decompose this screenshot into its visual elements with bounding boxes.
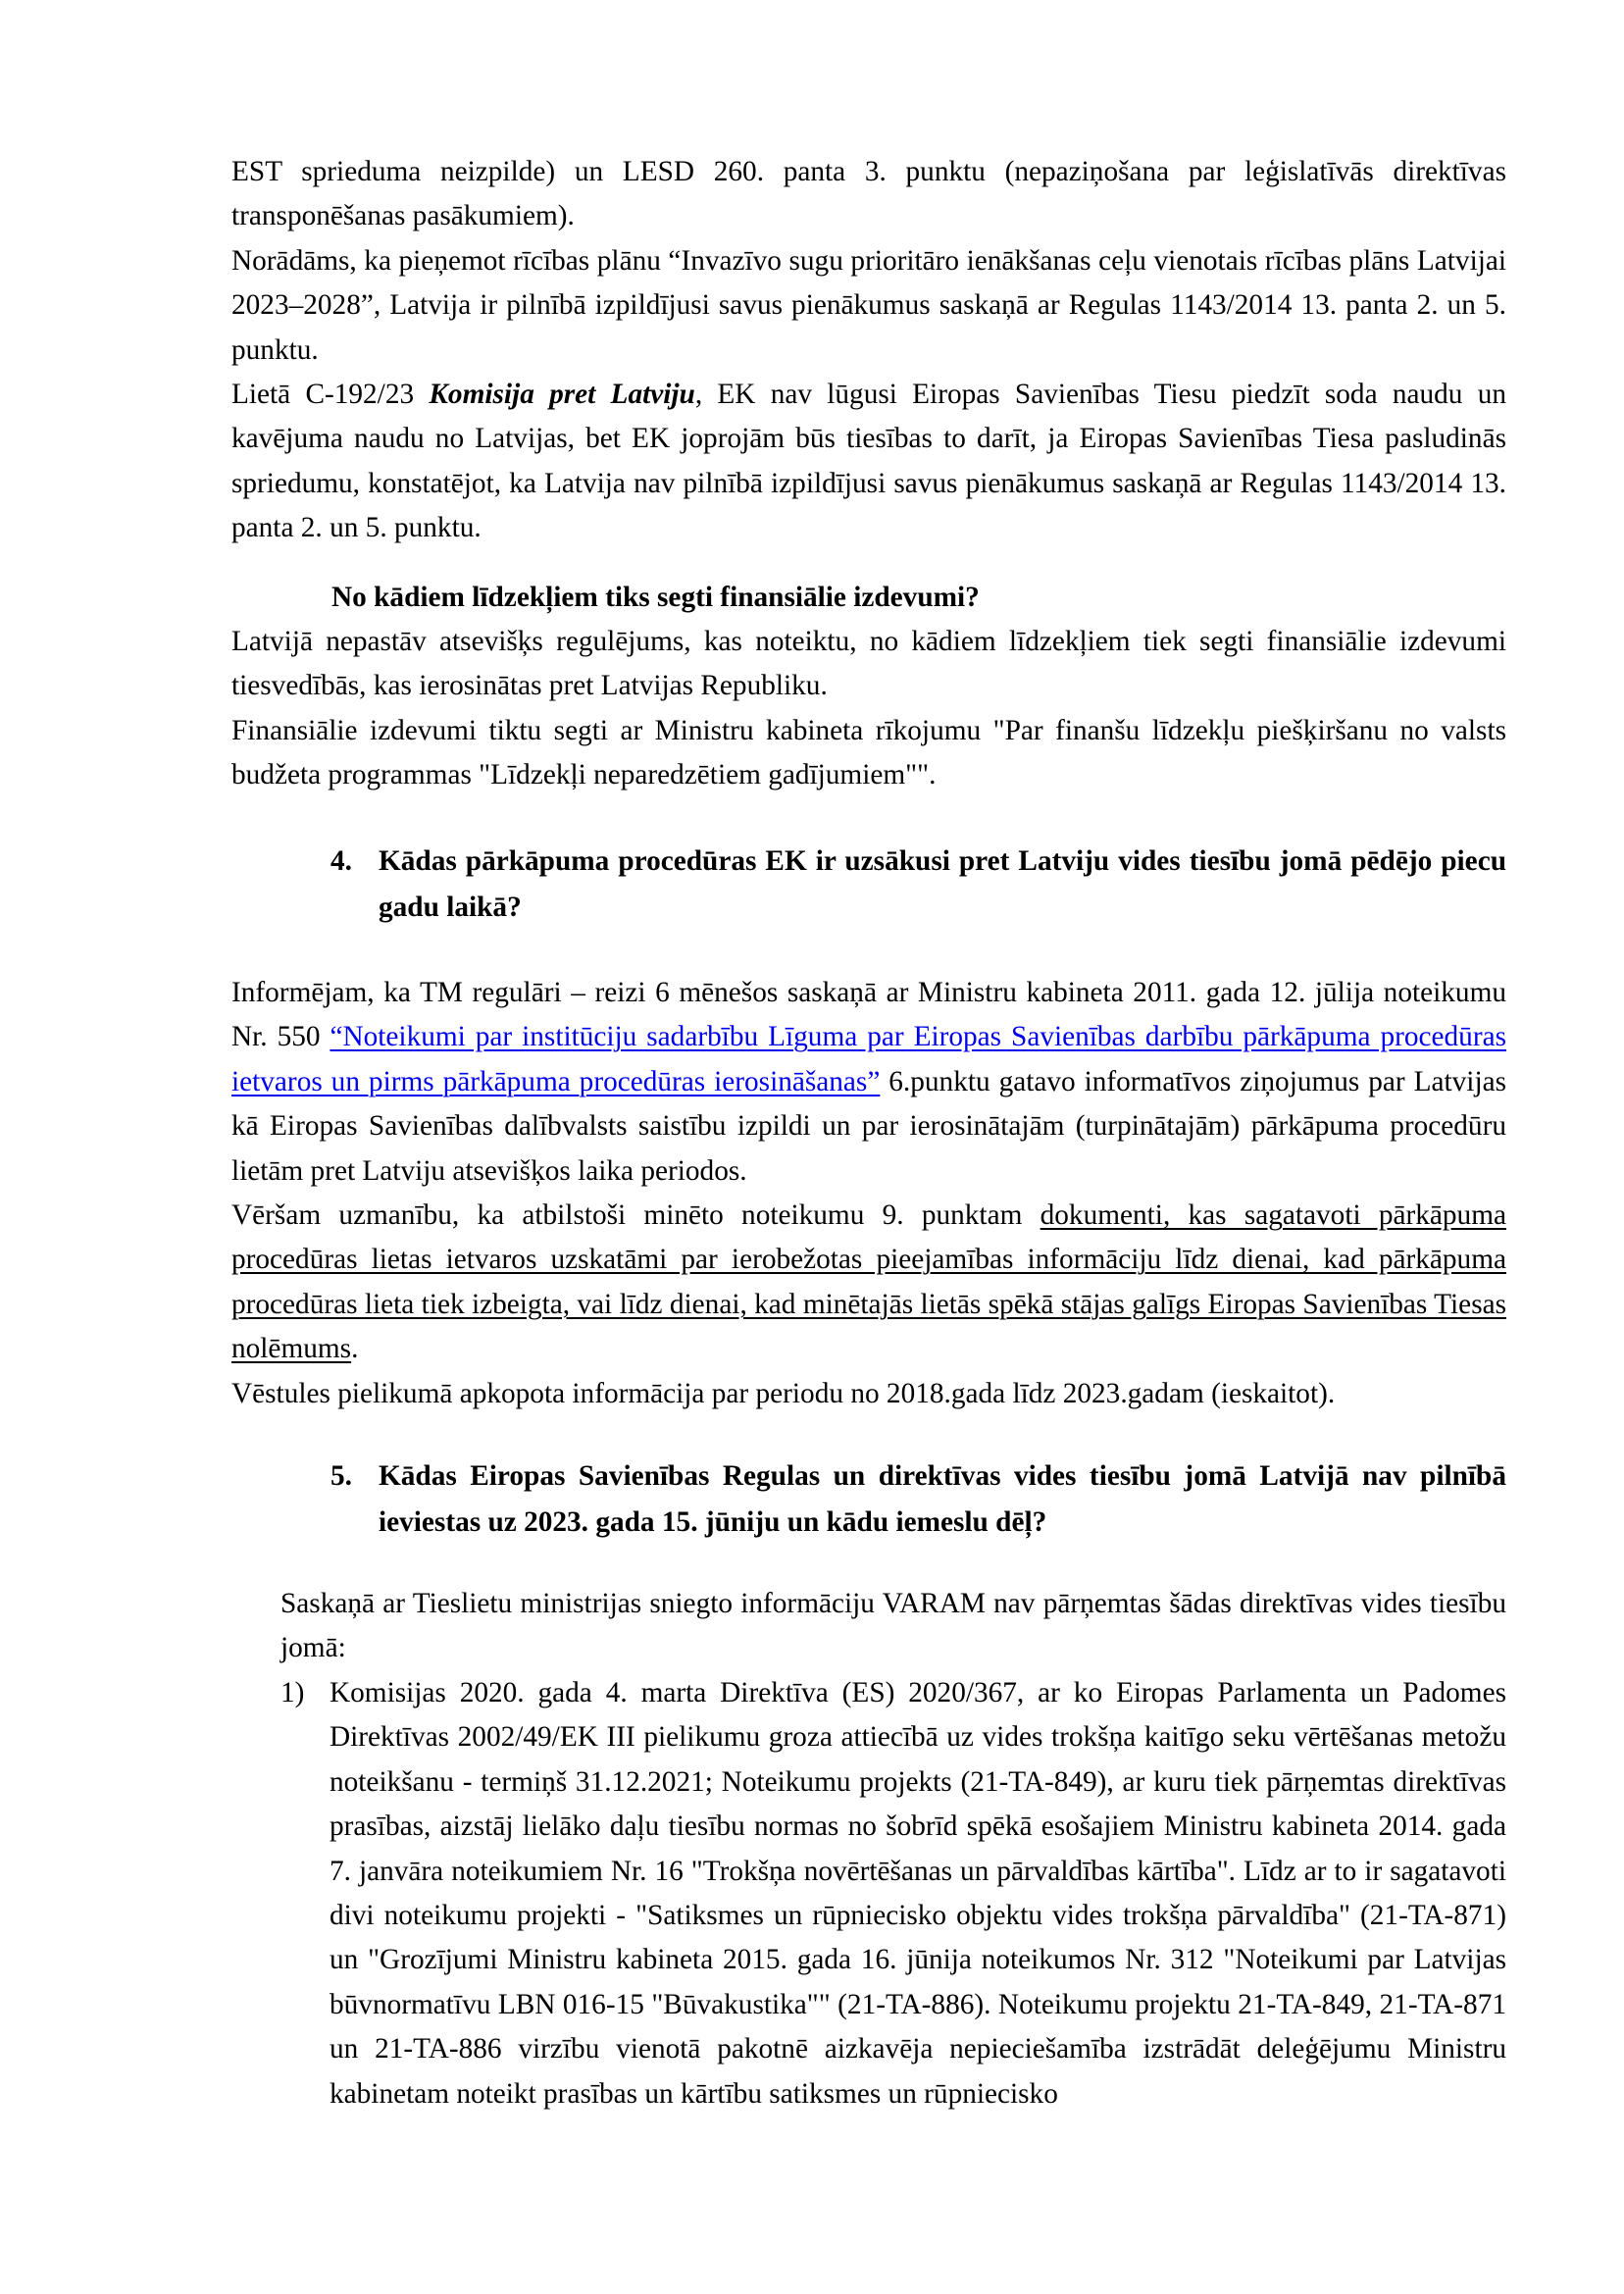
lieta-suffix: , EK nav lūgusi Eiropas Savienības Tiesu piedzīt soda naudu un kavējuma naudu no Latvijas, bet EK joprojām būs tiesības to darīt, ja Eiropas Savienības Tiesa pasludinās spriedumu, konstatējot, ka Latvija nav pilnībā izpildījusi savus pienākumus saskaņā ar Regulas 1143/2014 13. panta 2. un 5. punktu. [231, 379, 1506, 544]
underlined-restricted-info: dokumenti, kas sagatavoti pārkāpuma procedūras lietas ietvaros uzskatāmi par ierobežotas pieejamības informāciju līdz dienai, kad pārkāpuma procedūras lieta tiek izbeigta, vai līdz dienai, kad minētajās lietās spēkā stājas galīgs Eiropas Savienības Tiesas nolēmums [231, 1199, 1506, 1365]
answer-4-part2: 6.punktu gatavo informatīvos ziņojumus par Latvijas kā Eiropas Savienības dalībvalsts saistību izpildi un par ierosinātajām (turpinātajām) pārkāpuma procedūru lietām pret Latviju atsevišķos laika periodos. [231, 1065, 1506, 1187]
question-4-number: 4. [330, 845, 352, 877]
case-name: Komisija pret Latviju [429, 379, 695, 411]
list-item-marker: 1) [280, 1677, 305, 1708]
answer-4-paragraph-1 [231, 971, 1506, 1194]
answer-4-part1: Informējam, ka TM regulāri – reizi 6 mēnešos saskaņā ar Ministru kabineta 2011. gada 12. jūlija noteikumu Nr. 550 [231, 977, 1506, 1053]
intro-paragraph [231, 150, 1506, 551]
answer-4-paragraph-2 [231, 1194, 1506, 1372]
funding-section [231, 620, 1506, 798]
question-5-heading [330, 1453, 1506, 1546]
paragraph-funding-2: Finansiālie izdevumi tiktu segti ar Ministru kabineta rīkojumu "Par finanšu līdzekļu piešķiršanu no valsts budžeta programmas "Līdzekļi neparedzētiem gadījumiem"". [231, 714, 1506, 791]
paragraph-lieta [231, 373, 1506, 551]
question-5-number: 5. [330, 1460, 352, 1492]
question-4-heading [330, 839, 1506, 931]
question-5-text: Kādas Eiropas Savienības Regulas un direktīvas vides tiesību jomā Latvijā nav pilnībā ieviestas uz 2023. gada 15. jūniju un kādu iemeslu dēļ? [379, 1460, 1506, 1538]
question-4-text: Kādas pārkāpuma procedūras EK ir uzsākusi pret Latviju vides tiesību jomā pēdējo piecu gadu laikā? [379, 845, 1506, 923]
answer-4 [231, 971, 1506, 1416]
answer-4-part3: Vēršam uzmanību, ka atbilstoši minēto noteikumu 9. punktam [231, 1199, 1040, 1232]
subheading-funding: No kādiem līdzekļiem tiks segti finansiālie izdevumi? [331, 582, 980, 613]
list-item-text: Komisijas 2020. gada 4. marta Direktīva (ES) 2020/367, ar ko Eiropas Parlamenta un Padomes Direktīvas 2002/49/EK III pielikumu groza attiecībā uz vides trokšņa kaitīgo seku vērtēšanas metožu noteikšanu - termiņš 31.12.2021; Noteikumu projekts (21-TA-849), ar kuru tiek pārņemtas direktīvas prasības, aizstāj lielāko daļu tiesību normas no šobrīd spēkā esošajiem Ministru kabineta 2014. gada 7. janvāra noteikumiem Nr. 16 "Trokšņa novērtēšanas un pārvaldības kārtība". Līdz ar to ir sagatavoti divi noteikumu projekti - "Satiksmes un rūpniecisko objektu vides trokšņa pārvaldība" (21-TA-871) un "Grozījumi Ministru kabineta 2015. gada 16. jūnija noteikumos Nr. 312 "Noteikumi par Latvijas būvnormatīvu LBN 016-15 "Būvakustika"" (21-TA-886). Noteikumu projektu 21-TA-849, 21-TA-871 un 21-TA-886 virzību vienotā pakotnē aizkavēja nepieciešamība izstrādāt deleģējumu Ministru kabinetam noteikt prasības un kārtību satiksmes un rūpniecisko [330, 1677, 1506, 2110]
answer-4-paragraph-3: Vēstules pielikumā apkopota informācija par periodu no 2018.gada līdz 2023.gadam (ieskaitot). [231, 1377, 1336, 1409]
regulation-550-link[interactable]: “Noteikumi par institūciju sadarbību Līguma par Eiropas Savienības darbību pārkāpuma procedūras ietvaros un pirms pārkāpuma procedūras ierosināšanas” [231, 1021, 1506, 1097]
paragraph-funding-1: Latvijā nepastāv atsevišķs regulējums, kas noteiktu, no kādiem līdzekļiem tiek segti finansiālie izdevumi tiesvedībās, kas ierosinātas pret Latvijas Republiku. [231, 626, 1506, 702]
answer-5-intro: Saskaņā ar Tieslietu ministrijas sniegto informāciju VARAM nav pārņemtas šādas direktīvas vides tiesību jomā: [280, 1588, 1506, 1664]
intro-text: EST sprieduma neizpilde) un LESD 260. panta 3. punktu (nepaziņošana par leģislatīvās direktīvas transponēšanas pasākumiem). [231, 156, 1506, 232]
answer-4-part4: . [351, 1333, 359, 1365]
paragraph-noradams: Norādāms, ka pieņemot rīcības plānu “Invazīvo sugu prioritāro ienākšanas ceļu vienotais rīcības plāns Latvijai 2023–2028”, Latvija ir pilnībā izpildījusi savus pienākumus saskaņā ar Regulas 1143/2014 13. panta 2. un 5. punktu. [231, 244, 1506, 366]
lieta-prefix: Lietā C-192/23 [231, 379, 430, 411]
list-item [280, 1671, 1506, 2116]
